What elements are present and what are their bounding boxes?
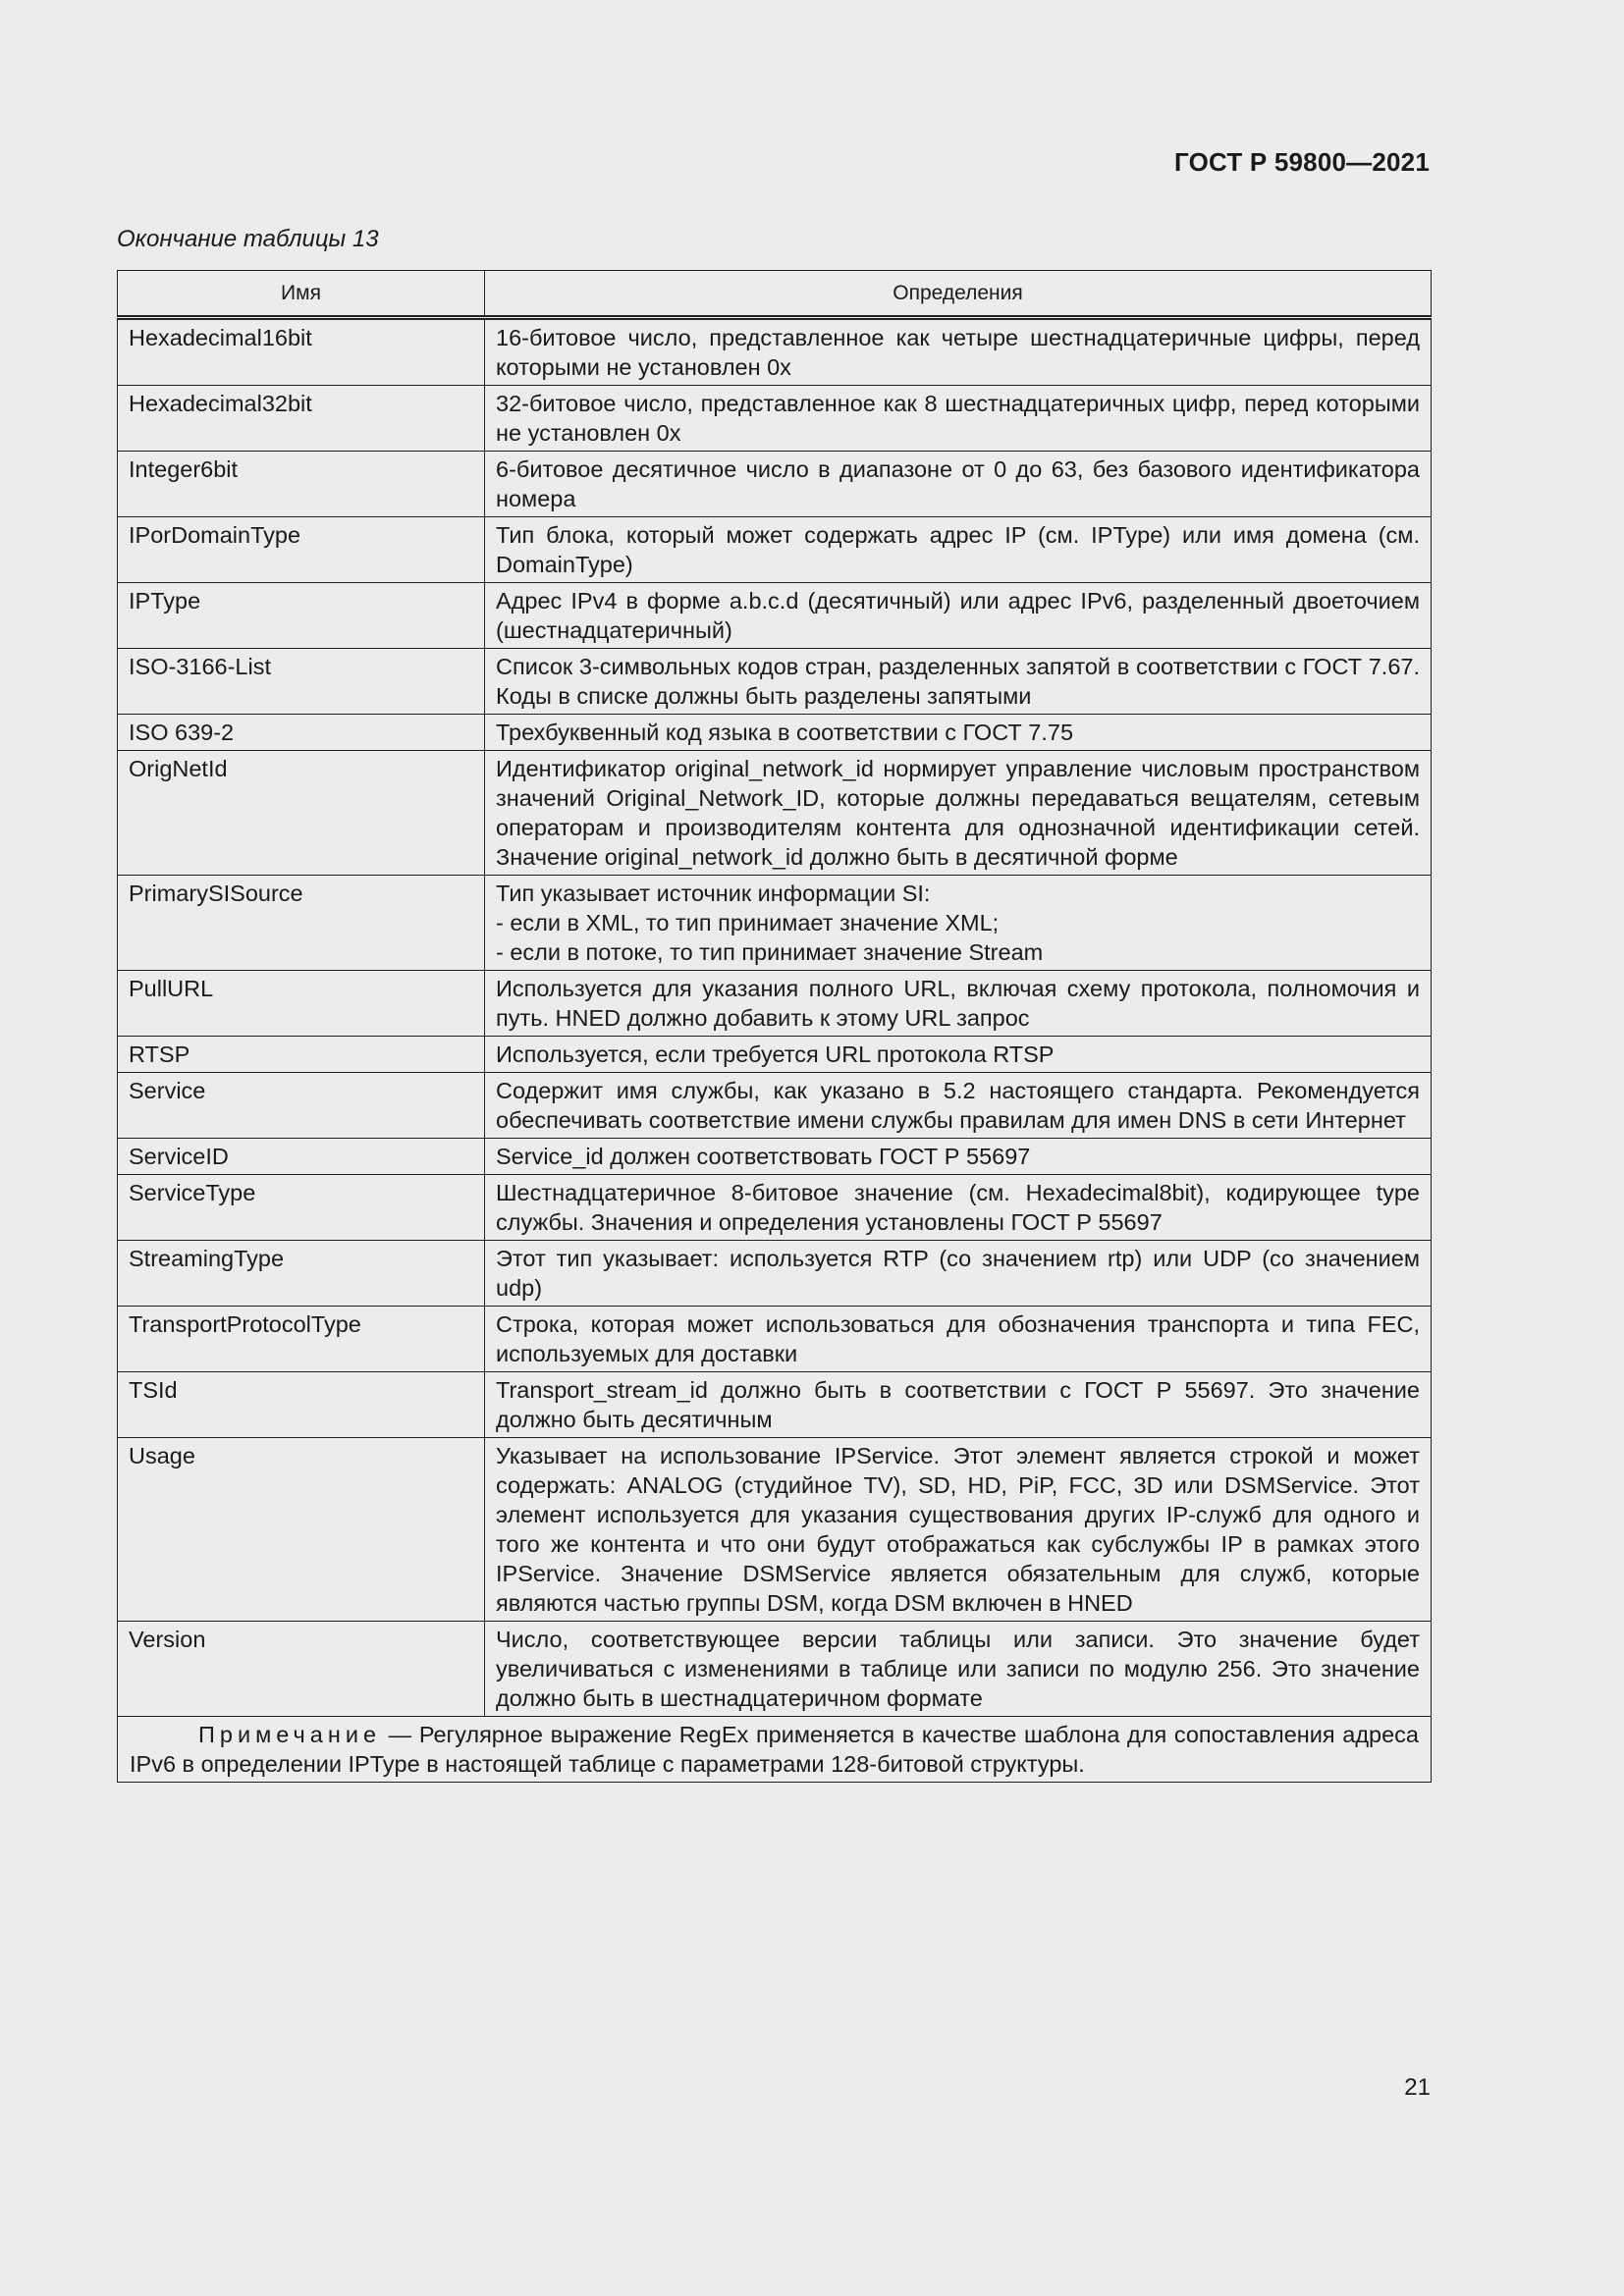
note-label: Примечание <box>198 1722 382 1747</box>
table-row <box>118 1139 1432 1175</box>
term-definition-cell: Идентификатор original_network_id нормирует управление числовым пространством значений Original_Network_ID, которые должны передаваться вещателям, сетевым операторам и производителям контента для однозначной идентификации сетей. Значение original_network_id должно быть в десятичной форме <box>485 751 1432 876</box>
term-definition-cell: Строка, которая может использоваться для обозначения транспорта и типа FEC, используемых для доставки <box>485 1307 1432 1372</box>
term-name-cell: OrigNetId <box>118 751 485 876</box>
term-definition-cell: Шестнадцатеричное 8-битовое значение (см. Hexadecimal8bit), кодирующее type службы. Значения и определения установлены ГОСТ Р 55697 <box>485 1175 1432 1241</box>
table-row <box>118 1438 1432 1622</box>
term-name-cell: TSId <box>118 1372 485 1438</box>
term-definition-cell: 6-битовое десятичное число в диапазоне от 0 до 63, без базового идентификатора номера <box>485 452 1432 517</box>
table-row <box>118 1037 1432 1073</box>
table-row <box>118 452 1432 517</box>
term-name-cell: ISO-3166-List <box>118 649 485 715</box>
table-row <box>118 1175 1432 1241</box>
term-name-cell: RTSP <box>118 1037 485 1073</box>
term-name-cell: StreamingType <box>118 1241 485 1307</box>
term-definition-cell: Содержит имя службы, как указано в 5.2 настоящего стандарта. Рекомендуется обеспечивать соответствие имени службы правилам для имен DNS в сети Интернет <box>485 1073 1432 1139</box>
term-definition-cell: Этот тип указывает: используется RTP (со значением rtp) или UDP (со значением udp) <box>485 1241 1432 1307</box>
term-definition-cell: Тип блока, который может содержать адрес IP (см. IPType) или имя домена (см. DomainType) <box>485 517 1432 583</box>
term-definition-cell: Число, соответствующее версии таблицы или записи. Это значение будет увеличиваться с изменениями в таблице или записи по модулю 256. Это значение должно быть в шестнадцатеричном формате <box>485 1622 1432 1717</box>
table-row <box>118 386 1432 452</box>
term-name-cell: IPType <box>118 583 485 649</box>
term-definition-cell: Transport_stream_id должно быть в соответствии с ГОСТ Р 55697. Это значение должно быть десятичным <box>485 1372 1432 1438</box>
term-name-cell: Version <box>118 1622 485 1717</box>
table-row <box>118 1073 1432 1139</box>
term-definition-cell: 16-битовое число, представленное как четыре шестнадцатеричные цифры, перед которыми не установлен 0x <box>485 318 1432 386</box>
term-definition-cell: 32-битовое число, представленное как 8 шестнадцатеричных цифр, перед которыми не установлен 0x <box>485 386 1432 452</box>
table-row <box>118 583 1432 649</box>
table-row <box>118 649 1432 715</box>
table-header-row <box>118 271 1432 318</box>
table-row <box>118 1372 1432 1438</box>
term-definition-cell: Список 3-символьных кодов стран, разделенных запятой в соответствии с ГОСТ 7.67. Коды в списке должны быть разделены запятыми <box>485 649 1432 715</box>
table-row <box>118 1241 1432 1307</box>
term-definition-cell: Тип указывает источник информации SI: - если в XML, то тип принимает значение XML; - если в потоке, то тип принимает значение Stream <box>485 876 1432 971</box>
table-row <box>118 1622 1432 1717</box>
term-definition-cell: Адрес IPv4 в форме a.b.c.d (десятичный) или адрес IPv6, разделенный двоеточием (шестнадцатеричный) <box>485 583 1432 649</box>
table-row <box>118 971 1432 1037</box>
term-name-cell: ServiceType <box>118 1175 485 1241</box>
definitions-table <box>117 270 1432 1783</box>
table-row <box>118 318 1432 386</box>
term-definition-cell: Service_id должен соответствовать ГОСТ Р 55697 <box>485 1139 1432 1175</box>
term-name-cell: Hexadecimal32bit <box>118 386 485 452</box>
document-standard-header: ГОСТ Р 59800—2021 <box>1174 147 1430 177</box>
column-header-definitions: Определения <box>485 271 1432 318</box>
term-name-cell: IPorDomainType <box>118 517 485 583</box>
table-caption: Окончание таблицы 13 <box>117 226 379 252</box>
term-name-cell: PrimarySISource <box>118 876 485 971</box>
table-row <box>118 876 1432 971</box>
term-name-cell: ServiceID <box>118 1139 485 1175</box>
table-note <box>118 1717 1432 1783</box>
page-number: 21 <box>1404 2074 1431 2101</box>
table-body <box>118 318 1432 1717</box>
table-row <box>118 517 1432 583</box>
term-name-cell: ISO 639-2 <box>118 715 485 751</box>
term-name-cell: Service <box>118 1073 485 1139</box>
table-row <box>118 751 1432 876</box>
term-name-cell: Usage <box>118 1438 485 1622</box>
term-name-cell: Hexadecimal16bit <box>118 318 485 386</box>
term-name-cell: PullURL <box>118 971 485 1037</box>
term-definition-cell: Трехбуквенный код языка в соответствии с ГОСТ 7.75 <box>485 715 1432 751</box>
term-definition-cell: Указывает на использование IPService. Этот элемент является строкой и может содержать: ANALOG (студийное TV), SD, HD, PiP, FCC, 3D или DSMService. Этот элемент используется для указания существования других IP-служб для одного и того же контента и что они будут отображаться как субслужбы IP в рамках этого IPService. Значение DSMService является обязательным для служб, которые являются частью группы DSM, когда DSM включен в HNED <box>485 1438 1432 1622</box>
term-definition-cell: Используется, если требуется URL протокола RTSP <box>485 1037 1432 1073</box>
column-header-name: Имя <box>118 271 485 318</box>
term-name-cell: Integer6bit <box>118 452 485 517</box>
note-text: — Регулярное выражение RegEx применяется в качестве шаблона для сопоставления адреса IPv6 в определении IPType в настоящей таблице с параметрами 128-битовой структуры. <box>130 1722 1419 1777</box>
term-definition-cell: Используется для указания полного URL, включая схему протокола, полномочия и путь. HNED должно добавить к этому URL запрос <box>485 971 1432 1037</box>
table-row <box>118 715 1432 751</box>
table-note-row <box>118 1717 1432 1783</box>
term-name-cell: TransportProtocolType <box>118 1307 485 1372</box>
table-row <box>118 1307 1432 1372</box>
